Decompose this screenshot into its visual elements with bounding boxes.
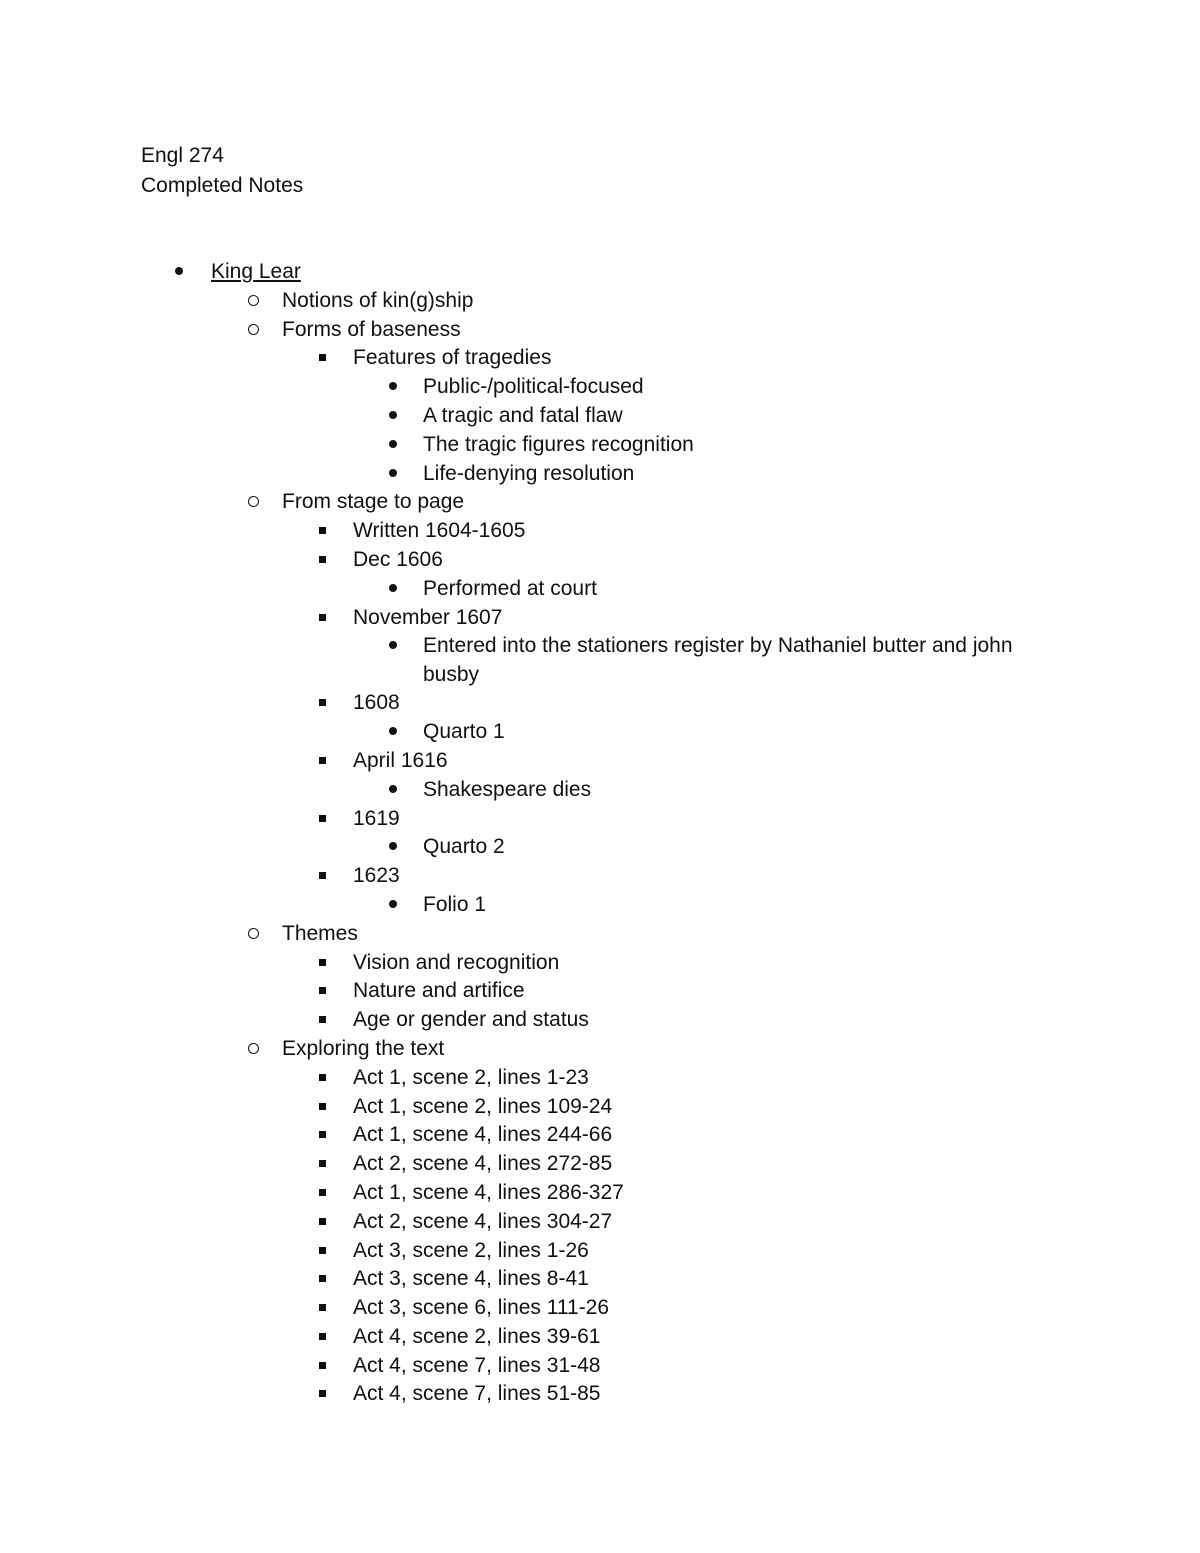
square-bullet-icon [319, 977, 326, 994]
outline-item-level-3 [0, 344, 1200, 373]
disc-bullet-icon [389, 718, 397, 735]
outline-item-text: Exploring the text [282, 1036, 445, 1060]
outline-item-text: 1608 [353, 691, 400, 715]
outline-item-text: Performed at court [423, 576, 597, 600]
outline-item-level-4 [0, 460, 1200, 489]
outline-item-level-3 [0, 1380, 1200, 1409]
outline-item-level-2 [0, 1035, 1200, 1064]
outline-item-text: Vision and recognition [353, 950, 560, 974]
outline-item-level-3 [0, 517, 1200, 546]
circle-bullet-icon [248, 920, 259, 939]
outline-item-text: Act 4, scene 7, lines 51-85 [353, 1382, 601, 1406]
square-bullet-icon [319, 1064, 326, 1081]
disc-bullet-icon [389, 460, 397, 477]
outline-item-level-3 [0, 604, 1200, 633]
outline-item-text: Themes [282, 921, 358, 945]
outline-item-text: Quarto 1 [423, 720, 505, 744]
square-bullet-icon [319, 1150, 326, 1167]
disc-bullet-icon [389, 891, 397, 908]
square-bullet-icon [319, 689, 326, 706]
disc-bullet-icon [389, 431, 397, 448]
square-bullet-icon [319, 1093, 326, 1110]
outline-item-text: Notions of kin(g)ship [282, 288, 474, 312]
square-bullet-icon [319, 862, 326, 879]
outline-item-text: Act 4, scene 7, lines 31-48 [353, 1353, 601, 1377]
square-bullet-icon [319, 1380, 326, 1397]
square-bullet-icon [319, 747, 326, 764]
outline-item-level-3 [0, 1179, 1200, 1208]
disc-bullet-icon [389, 776, 397, 793]
outline-item-text: Features of tragedies [353, 346, 552, 370]
outline-item-level-3 [0, 1237, 1200, 1266]
square-bullet-icon [319, 949, 326, 966]
square-bullet-icon [319, 805, 326, 822]
outline-item-level-4 [0, 776, 1200, 805]
square-bullet-icon [319, 1208, 326, 1225]
outline-item-level-2 [0, 488, 1200, 517]
outline-item-level-3 [0, 1294, 1200, 1323]
outline-item-level-2 [0, 920, 1200, 949]
disc-bullet-icon [175, 258, 183, 275]
outline-item-level-3 [0, 1093, 1200, 1122]
square-bullet-icon [319, 1237, 326, 1254]
square-bullet-icon [319, 1265, 326, 1282]
outline-item-level-4 [0, 718, 1200, 747]
outline-item-level-3 [0, 747, 1200, 776]
outline-item-level-4 [0, 833, 1200, 862]
outline-item-level-3 [0, 862, 1200, 891]
square-bullet-icon [319, 1323, 326, 1340]
outline-item-text: Act 1, scene 4, lines 244-66 [353, 1123, 613, 1147]
outline-item-level-3 [0, 805, 1200, 834]
disc-bullet-icon [389, 575, 397, 592]
square-bullet-icon [319, 1179, 326, 1196]
square-bullet-icon [319, 1006, 326, 1023]
outline-item-text: Act 1, scene 2, lines 109-24 [353, 1094, 613, 1118]
circle-bullet-icon [248, 488, 259, 507]
outline-item-level-3 [0, 1006, 1200, 1035]
outline-item-text: November 1607 [353, 605, 503, 629]
outline-item-text: Folio 1 [423, 892, 487, 916]
disc-bullet-icon [389, 833, 397, 850]
circle-bullet-icon [248, 1035, 259, 1054]
outline-item-text: 1619 [353, 806, 400, 830]
outline-item-text: Act 4, scene 2, lines 39-61 [353, 1324, 601, 1348]
outline-item-text: 1623 [353, 864, 400, 888]
outline-item-text: April 1616 [353, 748, 448, 772]
outline-item-text: Forms of baseness [282, 317, 461, 341]
square-bullet-icon [319, 1294, 326, 1311]
outline-item-level-3 [0, 977, 1200, 1006]
circle-bullet-icon [248, 316, 259, 335]
outline-item-text: Quarto 2 [423, 835, 505, 859]
square-bullet-icon [319, 604, 326, 621]
outline-item-text: Act 3, scene 4, lines 8-41 [353, 1267, 589, 1291]
square-bullet-icon [319, 517, 326, 534]
outline-item-text: The tragic figures recognition [423, 432, 694, 456]
course-title: Engl 274 [141, 144, 224, 167]
outline-item-level-3 [0, 1208, 1200, 1237]
square-bullet-icon [319, 546, 326, 563]
outline-item-level-4 [0, 632, 1200, 689]
outline-item-text: Written 1604-1605 [353, 519, 526, 543]
outline-item-level-3 [0, 1150, 1200, 1179]
outline-item-text: Dec 1606 [353, 547, 443, 571]
outline-item-level-3 [0, 1323, 1200, 1352]
outline-item-text: King Lear [211, 260, 301, 283]
outline-item-level-4 [0, 575, 1200, 604]
outline-item-text: A tragic and fatal flaw [423, 403, 623, 427]
outline-item-text: From stage to page [282, 490, 465, 514]
outline-item-level-4 [0, 402, 1200, 431]
outline-item-text: Entered into the stationers register by Nathaniel butter and john busby [423, 634, 1013, 687]
outline-item-level-2 [0, 316, 1200, 345]
outline-item-text: Act 2, scene 4, lines 272-85 [353, 1152, 613, 1176]
outline-item-level-3 [0, 949, 1200, 978]
outline-item-level-4 [0, 373, 1200, 402]
notes-outline [0, 258, 1200, 1409]
outline-item-text: Act 1, scene 2, lines 1-23 [353, 1065, 589, 1089]
square-bullet-icon [319, 1352, 326, 1369]
outline-item-level-3 [0, 1265, 1200, 1294]
outline-item-level-4 [0, 891, 1200, 920]
outline-item-level-2 [0, 287, 1200, 316]
outline-item-level-3 [0, 689, 1200, 718]
circle-bullet-icon [248, 287, 259, 306]
square-bullet-icon [319, 1121, 326, 1138]
outline-item-level-3 [0, 1121, 1200, 1150]
square-bullet-icon [319, 344, 326, 361]
outline-item-text: Act 1, scene 4, lines 286-327 [353, 1180, 624, 1204]
outline-item-text: Shakespeare dies [423, 777, 592, 801]
disc-bullet-icon [389, 632, 397, 649]
outline-item-level-4 [0, 431, 1200, 460]
outline-item-level-3 [0, 1064, 1200, 1093]
outline-item-level-3 [0, 1352, 1200, 1381]
disc-bullet-icon [389, 373, 397, 390]
disc-bullet-icon [389, 402, 397, 419]
outline-item-text: Nature and artifice [353, 979, 525, 1003]
outline-item-text: Age or gender and status [353, 1008, 589, 1032]
outline-item-text: Act 3, scene 2, lines 1-26 [353, 1238, 589, 1262]
outline-item-text: Life-denying resolution [423, 461, 635, 485]
outline-item-level-3 [0, 546, 1200, 575]
outline-item-text: Act 2, scene 4, lines 304-27 [353, 1209, 613, 1233]
notes-subtitle: Completed Notes [141, 174, 304, 197]
outline-item-text: Public-/political-focused [423, 375, 644, 399]
outline-item-level-1 [0, 258, 1200, 287]
outline-item-text: Act 3, scene 6, lines 111-26 [353, 1296, 610, 1320]
